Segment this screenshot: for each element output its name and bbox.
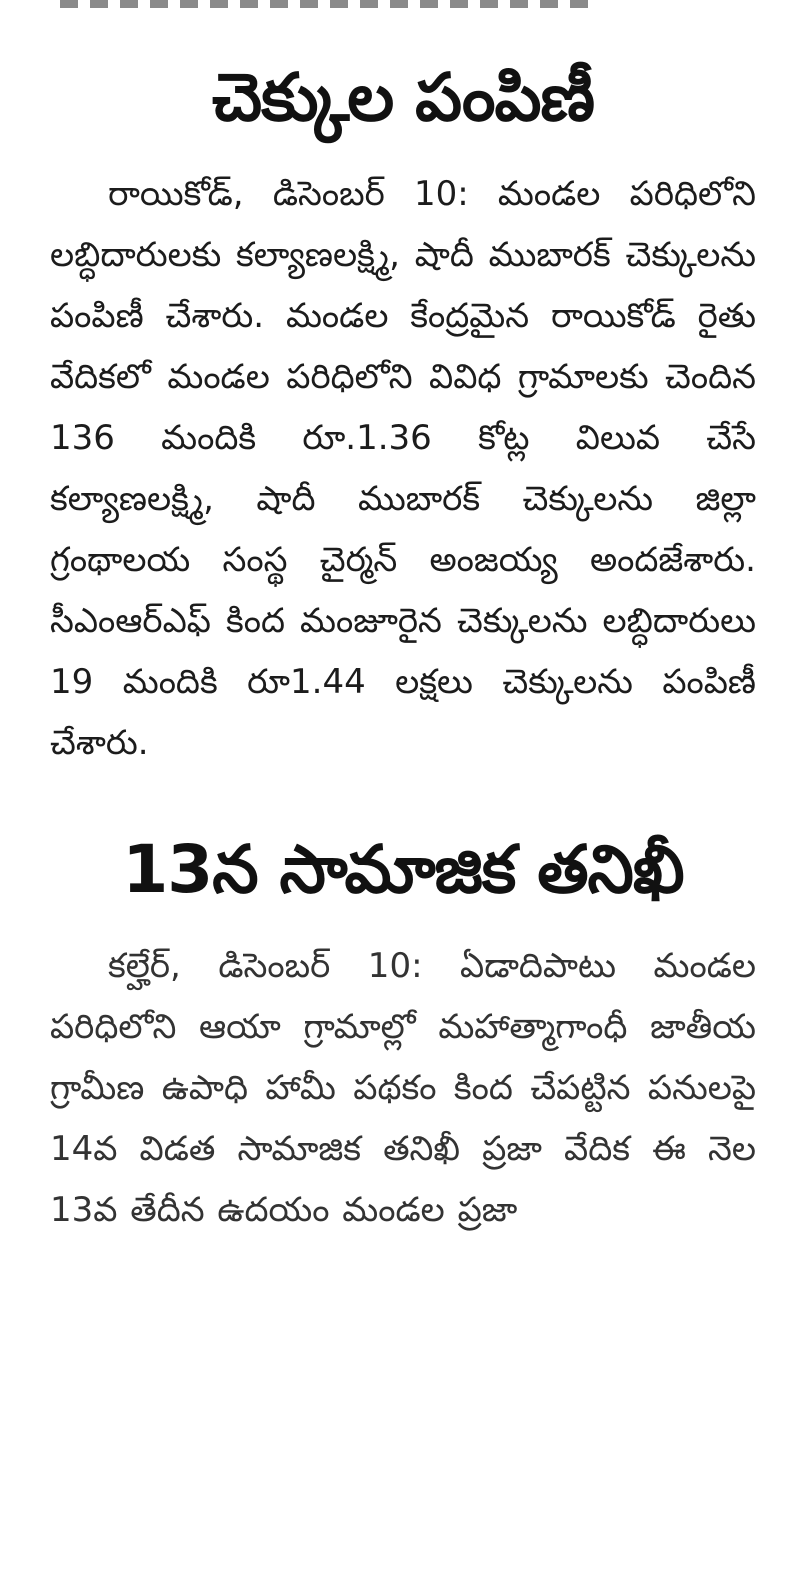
article-social-audit (50, 810, 756, 1241)
article-headline: 13న సామాజిక తనిఖీ (122, 831, 684, 908)
cut-off-text-fragment (60, 0, 596, 8)
article-body: రాయికోడ్, డిసెంబర్ 10: మండల పరిధిలోని లబ్ధిదారులకు కల్యాణలక్ష్మి, షాదీ ముబారక్ చెక్కులను పంపిణీ చేశారు. మండల కేంద్రమైన రాయికోడ్ రైతు వేదికలో మండల పరిధిలోని వివిధ గ్రామాలకు చెందిన 136 మందికి రూ.1.36 కోట్ల విలువ చేసే కల్యాణలక్ష్మి, షాదీ ముబారక్ చెక్కులను జిల్లా గ్రంథాలయ సంస్థ చైర్మన్ అంజయ్య అందజేశారు. సీఎంఆర్ఎఫ్ కింద మంజూరైన చెక్కులను లబ్ధిదారులు 19 మందికి రూ1.44 లక్షలు చెక్కులను పంపిణీ చేశారు. (50, 174, 756, 763)
cut-off-previous-article (50, 0, 756, 16)
article-headline: చెక్కుల పంపిణీ (212, 59, 594, 136)
article-body: కల్హేర్, డిసెంబర్ 10: ఏడాదిపాటు మండల పరిధిలోని ఆయా గ్రామాల్లో మహాత్మాగాంధీ జాతీయ గ్రామీణ ఉపాధి హామీ పథకం కింద చేపట్టిన పనులపై 14వ విడత సామాజిక తనిఖీ ప్రజా వేదిక ఈ నెల 13వ తేదీన ఉదయం మండల ప్రజా (50, 946, 756, 1230)
article-cheque-distribution (50, 38, 756, 774)
